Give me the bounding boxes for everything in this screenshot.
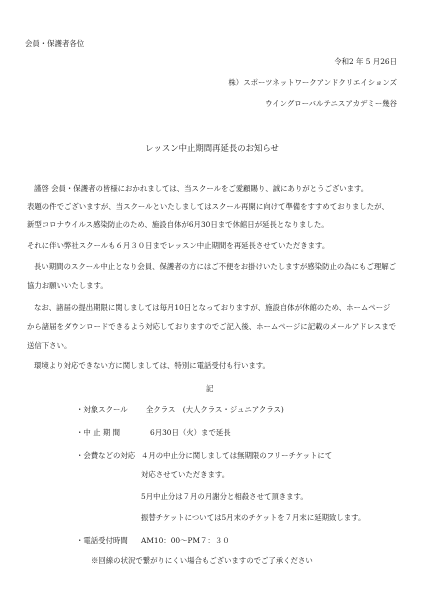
school-name: ウイングローバルテニスアカデミー幾谷 xyxy=(265,99,397,108)
suspension-period-value: 6月30日（火）まで延長 xyxy=(150,428,231,437)
body-line: 協力お願いいたします。 xyxy=(27,281,108,290)
fee-handling-line: 5月中止分は７月の月謝分と相殺させて頂きます。 xyxy=(141,492,308,501)
suspension-period-label: ・中 止 期 間 xyxy=(76,428,121,437)
body-line: なお、諸届の提出期限に関しましては毎月10日となっておりますが、施設自体が休館のため、ホームページ xyxy=(34,303,391,312)
body-line: 長い期間のスクール中止となり会員、保護者の方にはご不便をお掛けいたしますが感染防止の為にもご理解ご xyxy=(34,262,396,271)
target-school-value: 全クラス (大人クラス・ジュニアクラス) xyxy=(146,405,284,414)
note: ※回線の状況で繋がりにくい場合もございますのでご了承ください xyxy=(91,556,313,565)
body-line: 送信下さい。 xyxy=(27,341,72,350)
body-line: それに伴い弊社スクールも６月３０日までレッスン中止期間を再延長させていただきます。 xyxy=(27,241,330,250)
recipient: 会員・保護者各位 xyxy=(25,39,85,48)
fee-handling-label: ・会費などの対応 xyxy=(76,451,136,460)
body-line: 新型コロナウイルス感染防止のため、施設自体が6月30日まで休館日が延長となりました。 xyxy=(27,220,329,229)
body-line: から諸届をダウンロードできるよう対応しておりますのでご記入後、ホームページに記載のメールアドレスまで xyxy=(27,322,397,331)
phone-hours-label: ・電話受付時間 xyxy=(76,536,128,545)
target-school-label: ・対象スクール xyxy=(76,405,128,414)
body-line: 表題の件でございますが、当スクールといたしましてはスクール再開に向けて準備をすすめておりましたが、 xyxy=(27,202,389,211)
ki-heading: 記 xyxy=(206,384,214,393)
page-title: レッスン中止期間再延長のお知らせ xyxy=(145,143,279,153)
fee-handling-line: ４月の中止分に関しましては無期限のフリーチケットにて xyxy=(141,451,333,460)
fee-handling-line: 振替チケットについては5月末のチケットを７月末に延期致します。 xyxy=(141,513,366,522)
date: 令和2 年 5 月26日 xyxy=(334,57,397,66)
body-line: 環境より対応できない方に関しましては、特別に電話受付も行います。 xyxy=(34,361,270,370)
body-line: 謹啓 会員・保護者の皆様におかれましては、当スクールをご愛顧賜り、誠にありがとうございます。 xyxy=(34,184,369,193)
phone-hours-value: AM10：00～PM７：３０ xyxy=(141,536,230,545)
company-name: 株）スポーツネットワークアンドクリエイションズ xyxy=(228,78,397,87)
fee-handling-line: 対応させていただきます。 xyxy=(141,470,230,479)
